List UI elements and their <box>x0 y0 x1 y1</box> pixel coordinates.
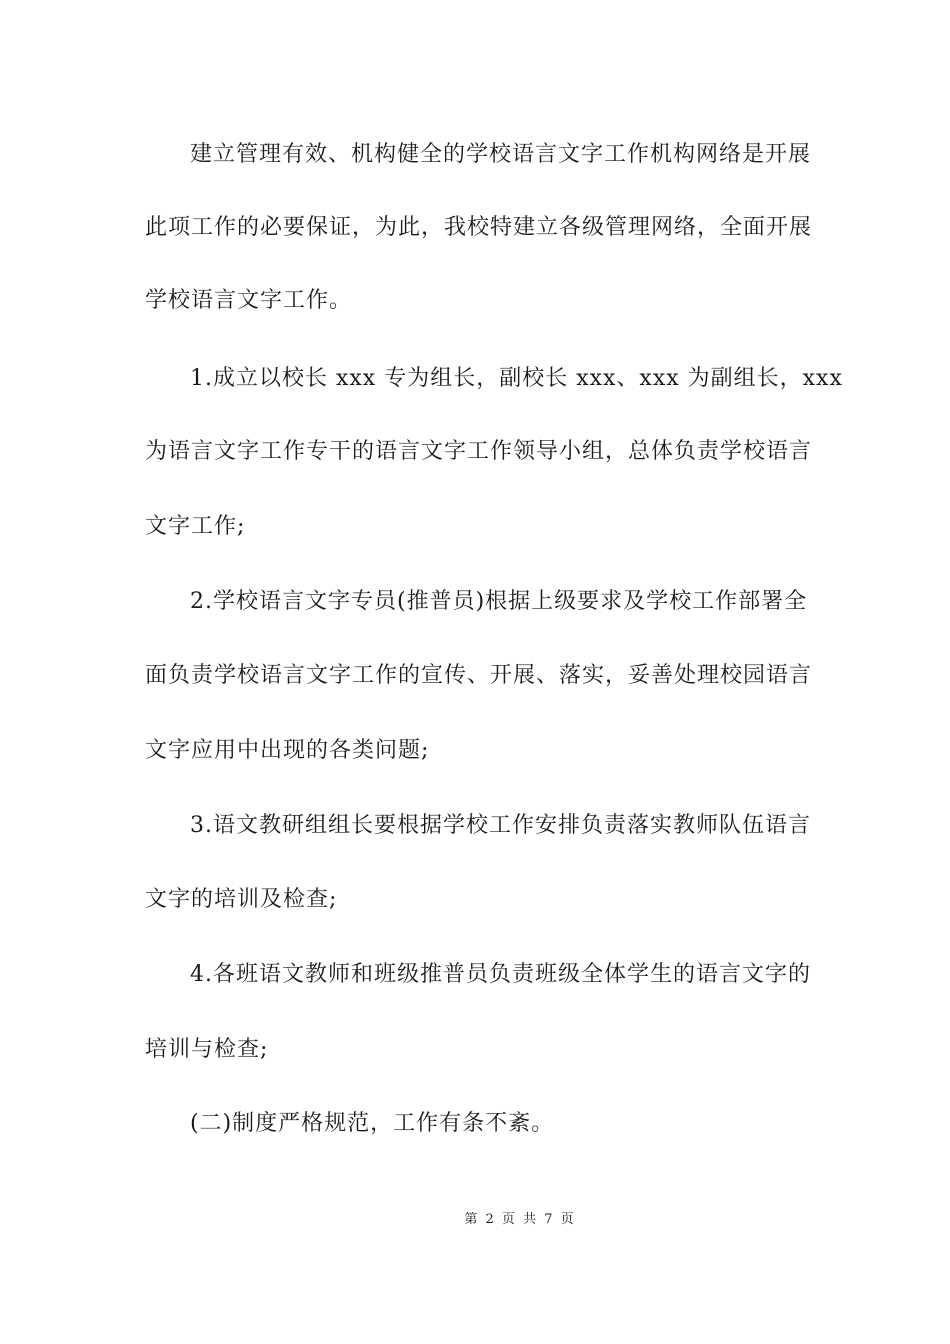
paragraph-line: 1.成立以校长 xxx 专为组长，副校长 xxx、xxx 为副组长，xxx <box>190 366 843 391</box>
section-heading: (二)制度严格规范，工作有条不紊。 <box>190 1111 555 1136</box>
paragraph-line: 此项工作的必要保证，为此，我校特建立各级管理网络，全面开展 <box>145 215 813 240</box>
paragraph-line: 3.语文教研组组长要根据学校工作安排负责落实教师队伍语言 <box>190 813 811 838</box>
paragraph-line: 培训与检查; <box>145 1037 269 1062</box>
paragraph-line: 4.各班语文教师和班级推普员负责班级全体学生的语言文字的 <box>190 962 811 987</box>
paragraph-line: 面负责学校语言文字工作的宣传、开展、落实，妥善处理校园语言 <box>145 663 813 688</box>
paragraph-line: 学校语言文字工作。 <box>145 288 353 313</box>
paragraph-line: 文字的培训及检查; <box>145 887 338 912</box>
paragraph-line: 建立管理有效、机构健全的学校语言文字工作机构网络是开展 <box>190 142 812 167</box>
paragraph-line: 2.学校语言文字专员(推普员)根据上级要求及学校工作部署全 <box>190 589 808 614</box>
paragraph-line: 为语言文字工作专干的语言文字工作领导小组，总体负责学校语言 <box>145 439 813 464</box>
paragraph-line: 文字工作; <box>145 514 246 539</box>
page-number-footer: 第 2 页 共 7 页 <box>464 1212 576 1227</box>
paragraph-line: 文字应用中出现的各类问题; <box>145 738 430 763</box>
